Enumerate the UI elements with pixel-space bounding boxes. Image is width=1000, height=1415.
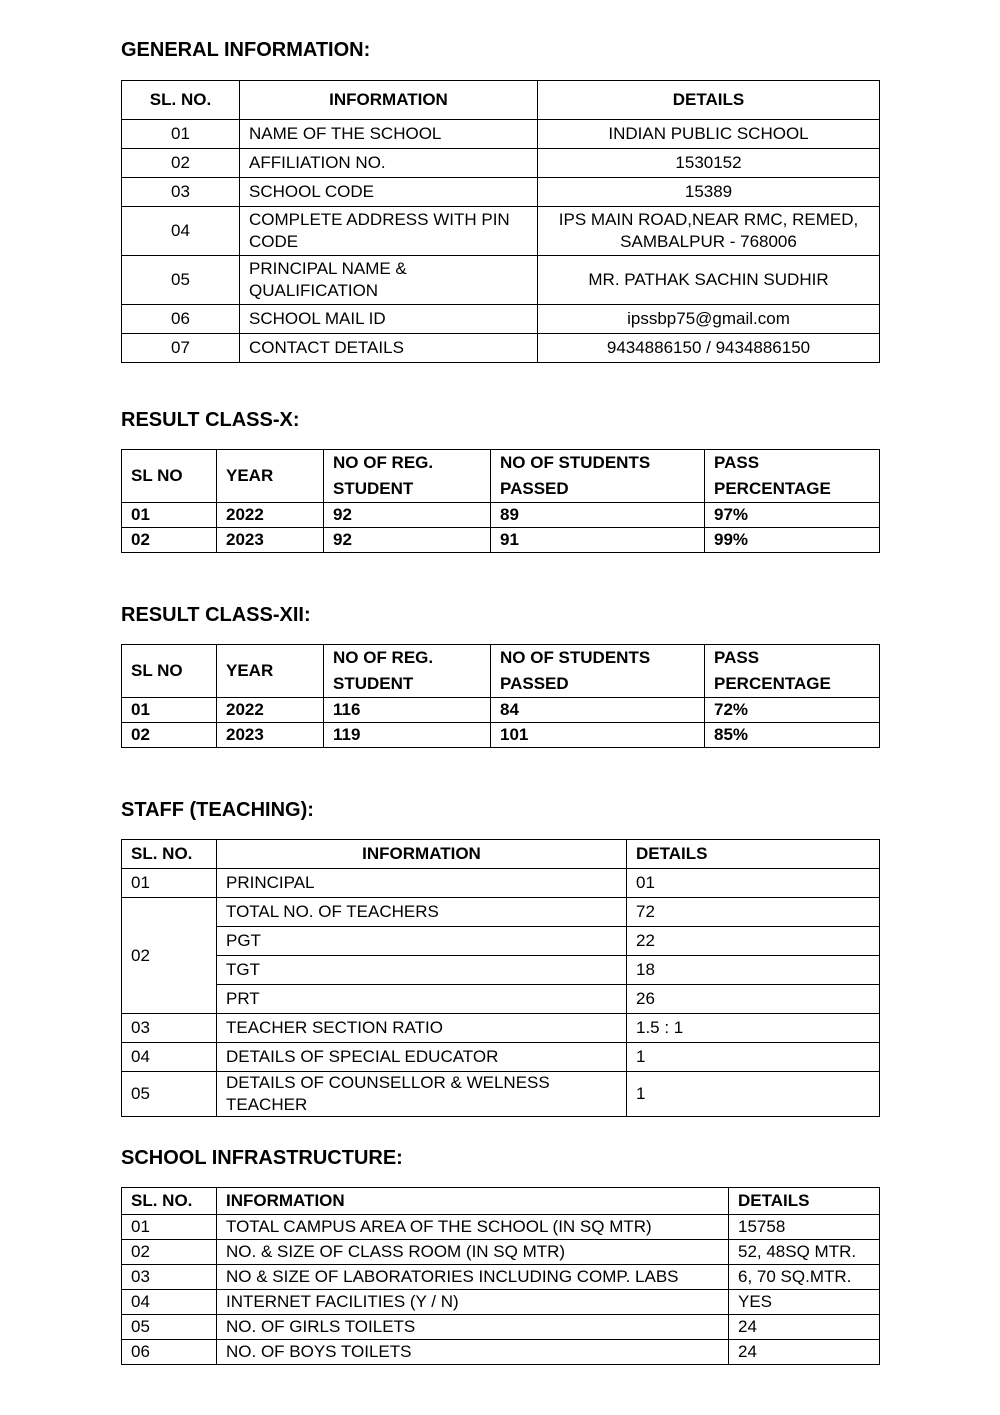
information-cell: PRINCIPAL NAME & QUALIFICATION — [240, 256, 538, 305]
information-cell: NAME OF THE SCHOOL — [240, 120, 538, 149]
sl-no-cell: 01 — [122, 503, 217, 528]
column-header: SL. NO. — [122, 1188, 217, 1215]
information-cell: SCHOOL CODE — [240, 178, 538, 207]
sl-no-cell: 03 — [122, 1014, 217, 1043]
sl-no-cell: 01 — [122, 120, 240, 149]
details-cell: 22 — [627, 927, 880, 956]
result-class-x-title: RESULT CLASS-X: — [121, 409, 300, 431]
details-cell: 26 — [627, 985, 880, 1014]
information-cell: TOTAL CAMPUS AREA OF THE SCHOOL (IN SQ MTR) — [217, 1215, 729, 1240]
table-row — [122, 1290, 880, 1315]
table-header-row — [122, 840, 880, 869]
sl-no-cell: 05 — [122, 1072, 217, 1117]
details-cell: IPS MAIN ROAD,NEAR RMC, REMED, SAMBALPUR - 768006 — [538, 207, 880, 256]
details-cell: 52, 48SQ MTR. — [729, 1240, 880, 1265]
sl-no-cell: 05 — [122, 256, 240, 305]
details-cell: 24 — [729, 1340, 880, 1365]
result-class-xii-table — [121, 644, 880, 748]
details-cell: ipssbp75@gmail.com — [538, 305, 880, 334]
information-cell: TGT — [217, 956, 627, 985]
students-passed-cell: 101 — [491, 723, 705, 748]
table-row — [122, 1072, 880, 1117]
sl-no-cell: 02 — [122, 723, 217, 748]
information-cell: PGT — [217, 927, 627, 956]
year-cell: 2023 — [217, 528, 324, 553]
year-cell: 2022 — [217, 698, 324, 723]
table-row — [122, 956, 880, 985]
information-cell: DETAILS OF SPECIAL EDUCATOR — [217, 1043, 627, 1072]
sl-no-cell: 04 — [122, 1043, 217, 1072]
column-header: NO OF REG. STUDENT — [324, 645, 491, 698]
table-row — [122, 178, 880, 207]
column-header: YEAR — [217, 645, 324, 698]
table-row — [122, 1215, 880, 1240]
details-cell: MR. PATHAK SACHIN SUDHIR — [538, 256, 880, 305]
sl-no-cell: 05 — [122, 1315, 217, 1340]
information-cell: SCHOOL MAIL ID — [240, 305, 538, 334]
information-cell: DETAILS OF COUNSELLOR & WELNESS TEACHER — [217, 1072, 627, 1117]
sl-no-cell: 02 — [122, 1240, 217, 1265]
information-cell: TEACHER SECTION RATIO — [217, 1014, 627, 1043]
table-row — [122, 1340, 880, 1365]
column-header: SL NO — [122, 450, 217, 503]
table-row — [122, 305, 880, 334]
table-row — [122, 1265, 880, 1290]
details-cell: 1.5 : 1 — [627, 1014, 880, 1043]
table-row — [122, 985, 880, 1014]
sl-no-cell: 02 — [122, 898, 217, 1014]
column-header: SL. NO. — [122, 81, 240, 120]
table-header-row — [122, 645, 880, 698]
result-class-x-table — [121, 449, 880, 553]
details-cell: 72 — [627, 898, 880, 927]
information-cell: NO. OF BOYS TOILETS — [217, 1340, 729, 1365]
information-cell: PRINCIPAL — [217, 869, 627, 898]
table-row — [122, 723, 880, 748]
sl-no-cell: 03 — [122, 1265, 217, 1290]
table-row — [122, 528, 880, 553]
sl-no-cell: 01 — [122, 1215, 217, 1240]
details-cell: 9434886150 / 9434886150 — [538, 334, 880, 363]
sl-no-cell: 01 — [122, 869, 217, 898]
table-row — [122, 334, 880, 363]
information-cell: AFFILIATION NO. — [240, 149, 538, 178]
pass-percentage-cell: 85% — [705, 723, 880, 748]
column-header: NO OF STUDENTS PASSED — [491, 645, 705, 698]
details-cell: 18 — [627, 956, 880, 985]
column-header: NO OF STUDENTS PASSED — [491, 450, 705, 503]
registered-students-cell: 116 — [324, 698, 491, 723]
table-row — [122, 1240, 880, 1265]
sl-no-cell: 01 — [122, 698, 217, 723]
school-infrastructure-table — [121, 1187, 880, 1365]
sl-no-cell: 02 — [122, 149, 240, 178]
details-cell: 6, 70 SQ.MTR. — [729, 1265, 880, 1290]
table-row — [122, 698, 880, 723]
table-header-row — [122, 81, 880, 120]
table-row — [122, 207, 880, 256]
sl-no-cell: 06 — [122, 1340, 217, 1365]
table-row — [122, 1043, 880, 1072]
registered-students-cell: 92 — [324, 528, 491, 553]
details-cell: 1 — [627, 1043, 880, 1072]
year-cell: 2023 — [217, 723, 324, 748]
students-passed-cell: 91 — [491, 528, 705, 553]
column-header: NO OF REG. STUDENT — [324, 450, 491, 503]
column-header: DETAILS — [729, 1188, 880, 1215]
sl-no-cell: 03 — [122, 178, 240, 207]
school-infrastructure-title: SCHOOL INFRASTRUCTURE: — [121, 1147, 403, 1169]
sl-no-cell: 07 — [122, 334, 240, 363]
result-class-xii-title: RESULT CLASS-XII: — [121, 604, 311, 626]
students-passed-cell: 84 — [491, 698, 705, 723]
details-cell: 24 — [729, 1315, 880, 1340]
staff-teaching-title: STAFF (TEACHING): — [121, 799, 314, 821]
details-cell: 1 — [627, 1072, 880, 1117]
details-cell: INDIAN PUBLIC SCHOOL — [538, 120, 880, 149]
information-cell: PRT — [217, 985, 627, 1014]
general-information-title: GENERAL INFORMATION: — [121, 39, 371, 61]
information-cell: NO. OF GIRLS TOILETS — [217, 1315, 729, 1340]
information-cell: NO & SIZE OF LABORATORIES INCLUDING COMP. LABS — [217, 1265, 729, 1290]
information-cell: INTERNET FACILITIES (Y / N) — [217, 1290, 729, 1315]
sl-no-cell: 04 — [122, 207, 240, 256]
column-header: PASS PERCENTAGE — [705, 450, 880, 503]
information-cell: NO. & SIZE OF CLASS ROOM (IN SQ MTR) — [217, 1240, 729, 1265]
registered-students-cell: 119 — [324, 723, 491, 748]
details-cell: 15389 — [538, 178, 880, 207]
column-header: INFORMATION — [240, 81, 538, 120]
column-header: SL NO — [122, 645, 217, 698]
details-cell: 1530152 — [538, 149, 880, 178]
column-header: DETAILS — [538, 81, 880, 120]
column-header: YEAR — [217, 450, 324, 503]
column-header: INFORMATION — [217, 840, 627, 869]
year-cell: 2022 — [217, 503, 324, 528]
registered-students-cell: 92 — [324, 503, 491, 528]
pass-percentage-cell: 72% — [705, 698, 880, 723]
column-header: INFORMATION — [217, 1188, 729, 1215]
table-row — [122, 927, 880, 956]
students-passed-cell: 89 — [491, 503, 705, 528]
sl-no-cell: 06 — [122, 305, 240, 334]
details-cell: YES — [729, 1290, 880, 1315]
details-cell: 15758 — [729, 1215, 880, 1240]
table-row — [122, 1014, 880, 1043]
sl-no-cell: 02 — [122, 528, 217, 553]
table-row — [122, 1315, 880, 1340]
column-header: PASS PERCENTAGE — [705, 645, 880, 698]
column-header: SL. NO. — [122, 840, 217, 869]
table-row — [122, 149, 880, 178]
general-information-table — [121, 80, 880, 363]
information-cell: COMPLETE ADDRESS WITH PIN CODE — [240, 207, 538, 256]
information-cell: CONTACT DETAILS — [240, 334, 538, 363]
table-row — [122, 503, 880, 528]
table-header-row — [122, 450, 880, 503]
table-row — [122, 120, 880, 149]
pass-percentage-cell: 99% — [705, 528, 880, 553]
information-cell: TOTAL NO. OF TEACHERS — [217, 898, 627, 927]
staff-teaching-table — [121, 839, 880, 1117]
sl-no-cell: 04 — [122, 1290, 217, 1315]
table-row — [122, 256, 880, 305]
pass-percentage-cell: 97% — [705, 503, 880, 528]
table-row — [122, 898, 880, 927]
column-header: DETAILS — [627, 840, 880, 869]
details-cell: 01 — [627, 869, 880, 898]
table-header-row — [122, 1188, 880, 1215]
table-row — [122, 869, 880, 898]
